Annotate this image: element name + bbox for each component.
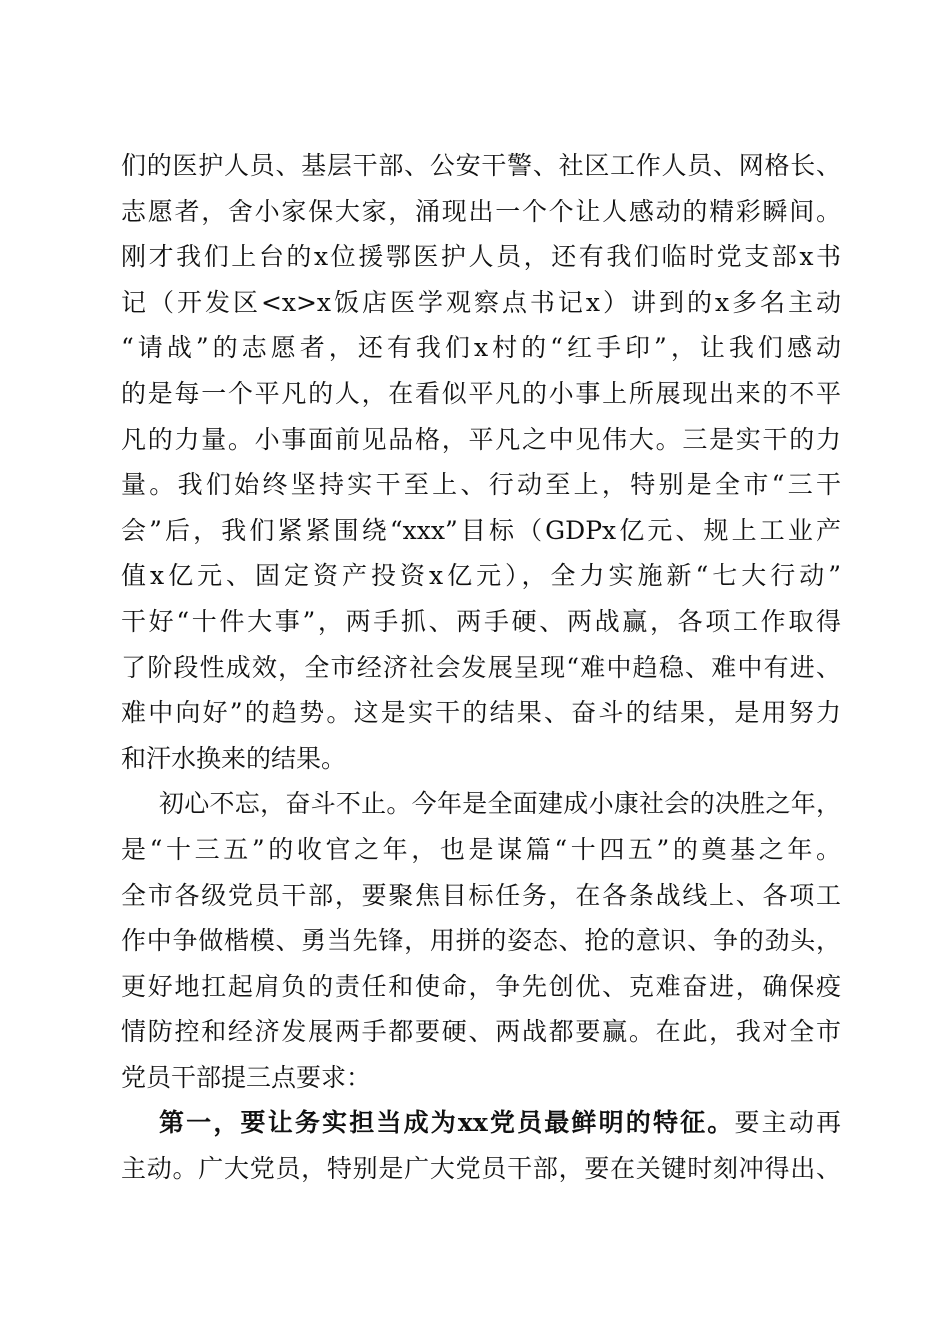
text-line: 党员干部提三点要求： — [121, 1062, 372, 1092]
paragraph-3 — [121, 1100, 841, 1191]
text-line: 的是每一个平凡的人，在看似平凡的小事上所展现出来的不平 — [121, 378, 841, 408]
paragraph-2 — [121, 781, 841, 1100]
text-line: 刚才我们上台的x位援鄂医护人员，还有我们临时党支部x书 — [121, 242, 841, 272]
text-run: 要主动再 — [734, 1108, 841, 1138]
text-line: 量。我们始终坚持实干至上、行动至上，特别是全市“三干 — [121, 470, 841, 500]
section-heading: 第一，要让务实担当成为xx党员最鲜明的特征。 — [159, 1108, 735, 1138]
text-line: 值x亿元、固定资产投资x亿元），全力实施新“七大行动” — [121, 561, 841, 591]
text-line: “请战”的志愿者，还有我们x村的“红手印”，让我们感动 — [121, 333, 841, 363]
text-line: 情防控和经济发展两手都要硬、两战都要赢。在此，我对全市 — [121, 1017, 841, 1047]
text-line: 记（开发区<x>x饭店医学观察点书记x）讲到的x多名主动 — [121, 287, 841, 317]
paragraph-1 — [121, 143, 841, 781]
document-body — [121, 143, 841, 1192]
text-line: 凡的力量。小事面前见品格，平凡之中见伟大。三是实干的力 — [121, 424, 841, 454]
text-line: 难中向好”的趋势。这是实干的结果、奋斗的结果，是用努力 — [121, 698, 841, 728]
text-line: 是“十三五”的收官之年，也是谋篇“十四五”的奠基之年。 — [121, 834, 841, 864]
text-line: 全市各级党员干部，要聚焦目标任务，在各条战线上、各项工 — [121, 880, 841, 910]
text-line: 初心不忘，奋斗不止。今年是全面建成小康社会的决胜之年， — [159, 789, 841, 819]
text-line: 作中争做楷模、勇当先锋，用拼的姿态、抢的意识、争的劲头， — [121, 926, 841, 956]
text-line: 会”后，我们紧紧围绕“xxx”目标（GDPx亿元、规上工业产 — [121, 515, 841, 545]
text-line: 更好地扛起肩负的责任和使命，争先创优、克难奋进，确保疫 — [121, 971, 841, 1001]
text-line: 和汗水换来的结果。 — [121, 743, 347, 773]
text-line: 们的医护人员、基层干部、公安干警、社区工作人员、网格长、 — [121, 151, 841, 180]
text-line: 志愿者，舍小家保大家，涌现出一个个让人感动的精彩瞬间。 — [121, 196, 841, 226]
text-line — [121, 1100, 841, 1146]
text-line: 了阶段性成效，全市经济社会发展呈现“难中趋稳、难中有进、 — [121, 652, 841, 682]
text-line: 主动。广大党员，特别是广大党员干部，要在关键时刻冲得出、 — [121, 1154, 841, 1184]
text-line: 干好“十件大事”，两手抓、两手硬、两战赢，各项工作取得 — [121, 606, 841, 636]
